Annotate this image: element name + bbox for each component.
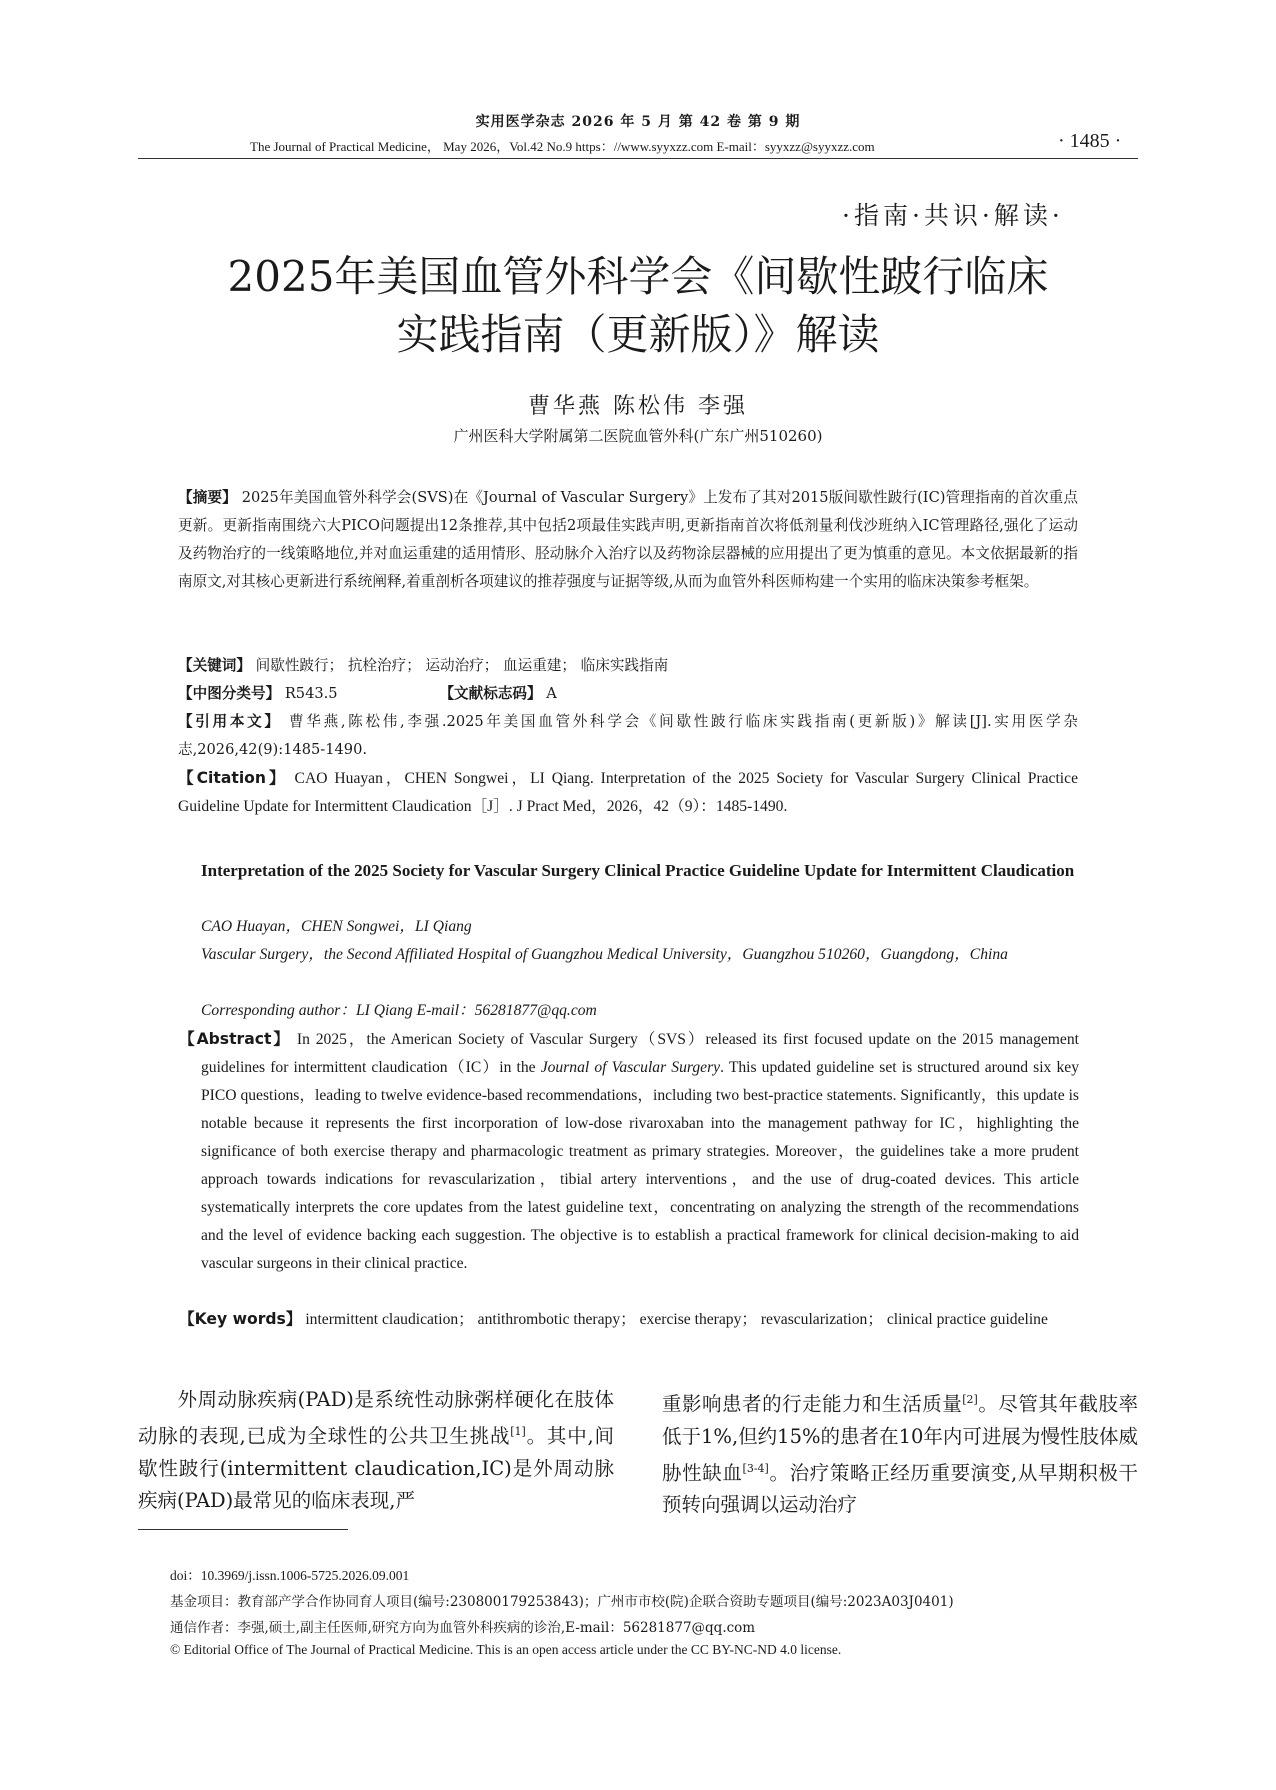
citation-cn-label: 【引用本文】 [178,713,282,730]
footnote-divider [138,1529,348,1530]
abstract-text: 2025年美国血管外科学会(SVS)在《Journal of Vascular Surgery》上发布了其对2015版间歇性跛行(IC)管理指南的首次重点更新。更新指南围绕六大PICO问题提出12条推荐,其中包括2项最佳实践声明,更新指南首次将低剂量利伐沙班纳入IC管理路径,强化了运动及药物治疗的一线策略地位,并对血运重建的适用情形、胫动脉介入治疗以及药物涂层器械的应用提出了更为慎重的意见。本文依据最新的指南原文,对其核心更新进行系统阐释,着重剖析各项建议的推荐强度与证据等级,从而为血管外科医师构建一个实用的临床决策参考框架。 [178,489,1078,590]
body-left-text-1: 外周动脉疾病(PAD)是系统性动脉粥样硬化在肢体动脉的表现,已成为全球性的公共卫生挑战 [138,1388,614,1448]
footnote-license: © Editorial Office of The Journal of Practical Medicine. This is an open access article under the CC BY-NC-ND 4.0 license. [170,1642,842,1657]
abstract-en-text-1: In 2025，the American Society of Vascular Surgery（SVS）released its first focused update on the 2015 management guidelines for intermittent claudication（IC）in the [201,1031,1079,1076]
keywords-text: 间歇性跛行； 抗栓治疗； 运动治疗； 血运重建； 临床实践指南 [255,657,669,674]
english-affiliation: Vascular Surgery，the Second Affiliated Hospital of Guangzhou Medical University，Guangzhou 510260，Guangdong，China [201,946,1008,963]
body-right-text-2: 。尽管其年截肢率低于1%,但约15%的患者在10年内可进展为慢性肢体威胁性缺血 [662,1392,1138,1484]
reference-marker: [2] [962,1393,978,1406]
article-title-line-2: 实践指南（更新版）》解读 [396,310,880,359]
doc-code-value: A [546,685,557,702]
author-list: 曹华燕 陈松伟 李强 [528,394,748,419]
reference-marker: [3-4] [742,1461,769,1475]
body-left-text-2: 。其中,间歇性跛行(intermittent claudication,IC)是外周动脉疾病(PAD)最常见的临床表现,严 [138,1424,615,1512]
abstract-en-journal: Journal of Vascular Surgery [540,1059,721,1076]
footnote-funding: 基金项目：教育部产学合作协同育人项目(编号:230800179253843)；广州市市校(院)企联合资助专题项目(编号:2023A03J0401) [170,1594,954,1610]
body-right-text-1: 重影响患者的行走能力和生活质量 [662,1392,963,1416]
classification-line [178,680,1078,708]
body-column-left [138,1384,614,1517]
body-column-right [662,1384,1138,1521]
reference-marker: [1] [510,1425,526,1438]
article-title [138,248,1138,364]
citation-en-text: CAO Huayan，CHEN Songwei，LI Qiang. Interpretation of the 2025 Society for Vascular Surgery Clinical Practice Guideline Update for Intermittent Claudication［J］. J Pract Med，2026，42（9）：1485-1490. [178,770,1078,815]
keywords-en-text: intermittent claudication； antithrombotic therapy； exercise therapy； revascularization； clinical practice guideline [305,1311,1048,1328]
article-title-line-1: 2025年美国血管外科学会《间歇性跛行临床 [227,252,1049,301]
footnote-corresponding-author: 通信作者：李强,硕士,副主任医师,研究方向为血管外科疾病的诊治,E-mail：56281877@qq.com [170,1620,756,1636]
abstract-label: 【摘要】 [178,489,237,506]
author-affiliation: 广州医科大学附属第二医院血管外科(广东广州510260) [453,427,823,445]
abstract-en-label: 【Abstract】 [179,1030,291,1048]
abstract-chinese [178,484,1078,596]
header-divider [138,158,1138,159]
running-head-chinese: 实用医学杂志 2026 年 5 月 第 42 卷 第 9 期 [475,114,801,130]
clc-value: R543.5 [284,685,338,702]
citation-cn-text: 曹华燕,陈松伟,李强.2025年美国血管外科学会《间歇性跛行临床实践指南(更新版)》解读[J].实用医学杂志,2026,42(9):1485-1490. [178,713,1078,758]
english-title: Interpretation of the 2025 Society for Vascular Surgery Clinical Practice Guideline Update for Intermittent Claudication [201,861,1075,880]
keywords-en-label: 【Key words】 [179,1310,302,1328]
page-number: · 1485 · [1058,130,1122,152]
abstract-english [179,1025,1079,1278]
section-tag: ·指南·共识·解读· [842,201,1064,230]
clc-label: 【中图分类号】 [178,685,281,702]
citation-english [178,764,1078,821]
body-right-text-3: 。治疗策略正经历重要演变,从早期积极干预转向强调以运动治疗 [662,1461,1138,1516]
english-authors: CAO Huayan，CHEN Songwei，LI Qiang [201,918,472,935]
abstract-en-text-2: . This updated guideline set is structured around six key PICO questions，leading to twelve evidence-based recommendations，including two best-practice statements. Significantly，this update is notable because it represents the first incorporation of low-dose rivaroxaban into the management pathway for IC，highlighting the significance of both exercise therapy and pharmacologic treatment as primary strategies. Moreover，the guidelines take a more prudent approach towards indications for revascularization，tibial artery interventions，and the use of drug-coated devices. This article systematically interprets the core updates from the latest guideline text，concentrating on analyzing the strength of the recommendations and the level of evidence backing each suggestion. The objective is to establish a practical framework for clinical decision-making to aid vascular surgeons in their clinical practice. [201,1059,1079,1272]
footnote-doi: doi：10.3969/j.issn.1006-5725.2026.09.001 [170,1568,410,1583]
doc-code-label: 【文献标志码】 [439,685,542,702]
english-corresponding-author: Corresponding author：LI Qiang E-mail：56281877@qq.com [201,1002,597,1019]
running-head-english: The Journal of Practical Medicine， May 2026，Vol.42 No.9 https：//www.syyxzz.com E-mail：syyxzz@syyxzz.com [250,139,875,154]
citation-chinese [178,708,1078,764]
citation-en-label: 【Citation】 [178,769,288,787]
keywords-chinese [178,652,1078,680]
keywords-english [179,1305,1079,1334]
keywords-label: 【关键词】 [178,657,251,674]
